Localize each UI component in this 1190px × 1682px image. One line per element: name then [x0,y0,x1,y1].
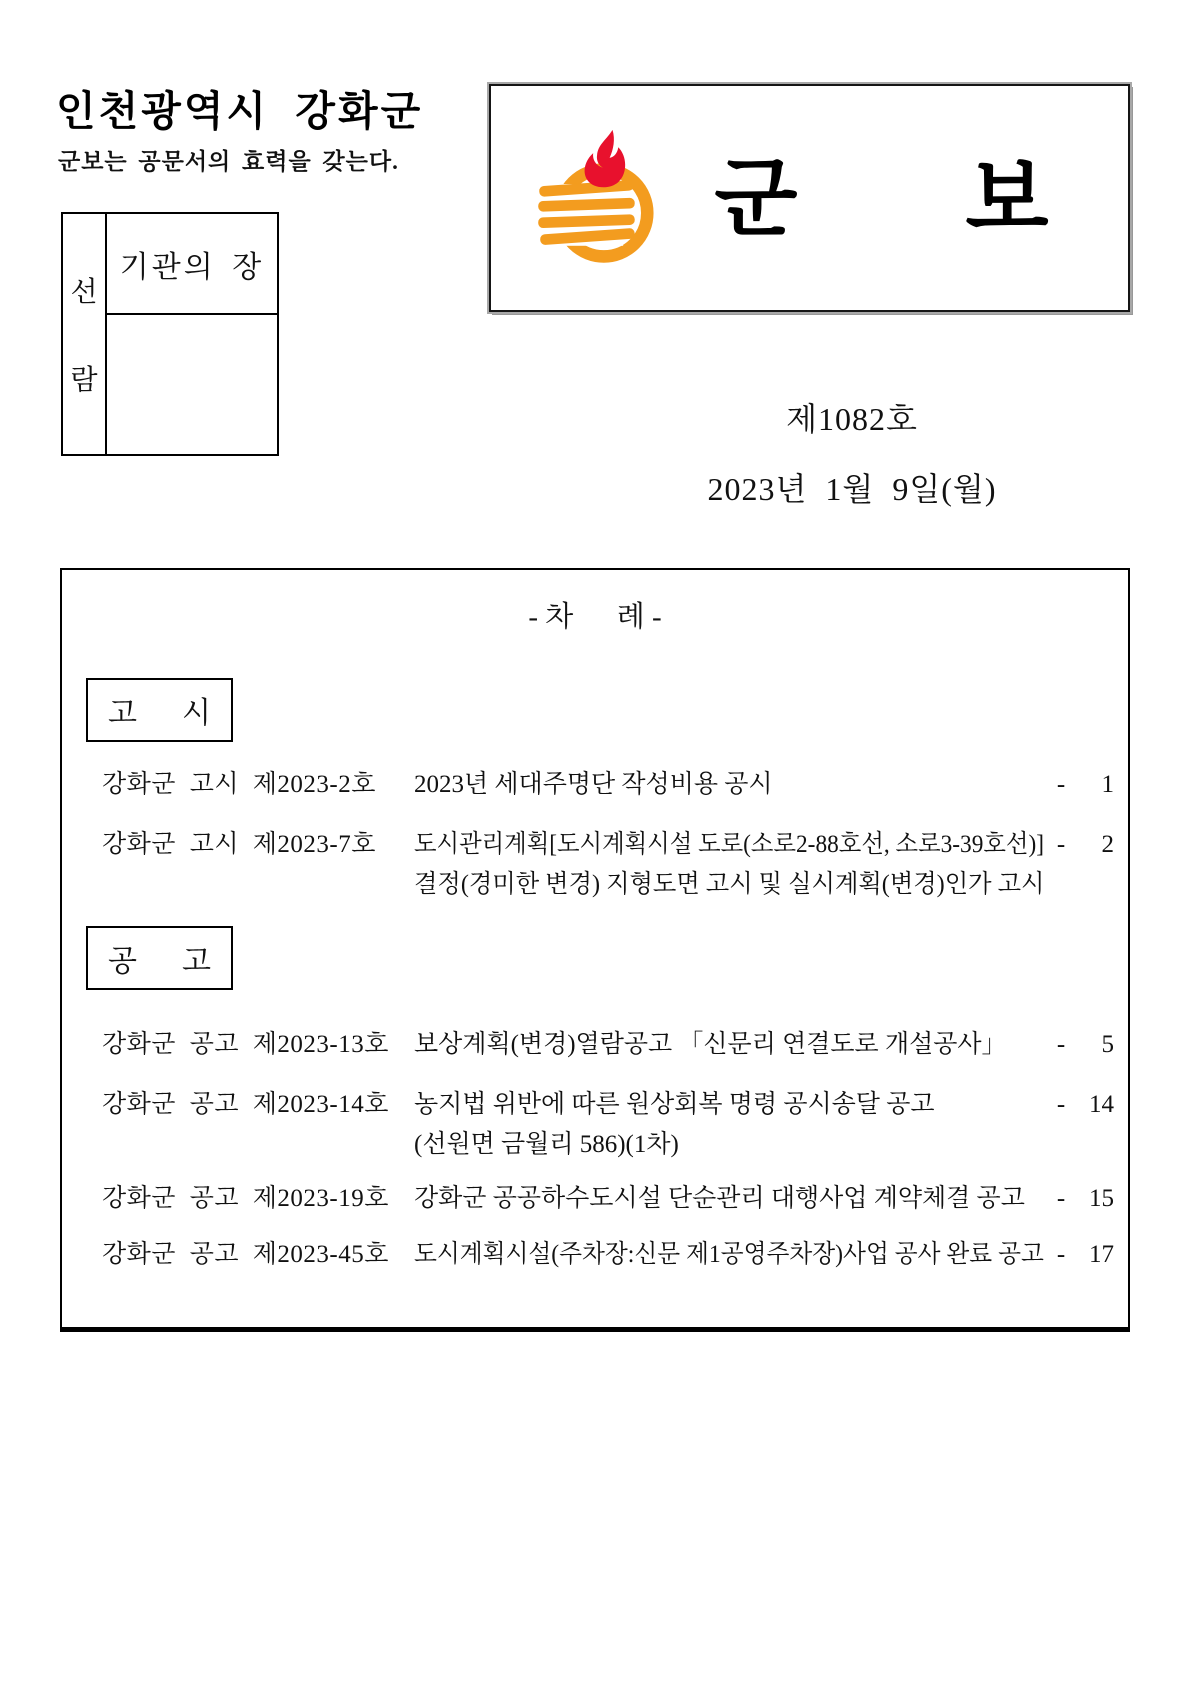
entry-title: 보상계획(변경)열람공고 「신문리 연결도로 개설공사」 [414,1031,1007,1058]
entry-title-wrap [414,1088,1044,1162]
entry-page-number: 15 [1089,1185,1114,1212]
county-emblem-icon [535,128,663,268]
toc-entry [102,1088,1114,1162]
entry-page-number: 2 [1101,831,1114,858]
entry-title: 도시계획시설(주차장:신문 제1공영주차장)사업 공사 완료 공고 [414,1241,1044,1268]
approval-stamp-table [61,212,279,456]
section-label-gosi-text: 고 시 [108,697,211,730]
entry-title-wrap [414,1028,1044,1062]
gazette-title [663,151,1128,247]
entry-title-wrap [414,1238,1044,1272]
gazette-tagline: 군보는 공문서의 효력을 갖는다. [58,149,399,174]
entry-notice-number: 강화군 공고 제2023-14호 [102,1091,389,1118]
entry-page-number: 1 [1101,771,1114,798]
entry-page-number: 14 [1089,1091,1114,1118]
entry-dash: - [1056,1241,1066,1268]
approval-main-column [107,214,277,454]
entry-title-continuation: 결정(경미한 변경) 지형도면 고시 및 실시계획(변경)인가 고시 [414,871,1045,898]
approval-side-column [63,214,107,454]
approval-head-cell: 기관의 장 [107,214,277,315]
entry-notice-number: 강화군 공고 제2023-19호 [102,1185,389,1212]
toc-entry [102,828,1114,902]
entry-dash: - [1056,771,1066,798]
entry-page-number: 5 [1101,1031,1114,1058]
approval-signature-cell [107,315,277,454]
entry-page-number: 17 [1089,1241,1114,1268]
entry-dash: - [1056,1031,1066,1058]
entry-dash: - [1056,831,1066,858]
issue-number: 제1082호 [786,401,918,437]
gazette-title-char-2: 보 [965,151,1049,247]
approval-side-char-top: 선 [70,277,98,308]
entry-title: 도시관리계획[도시계획시설 도로(소로2-88호선, 소로3-39호선)] [414,831,1045,858]
toc-entry [102,1028,1114,1062]
toc-entry [102,1238,1114,1272]
table-of-contents-box [60,568,1130,1332]
entry-title-continuation: (선원면 금월리 586)(1차) [414,1131,679,1158]
gosi-entry-list [62,768,1128,902]
gazette-title-char-1: 군 [714,151,798,247]
toc-entry [102,768,1114,802]
toc-heading: - 차 례 - [528,601,662,633]
section-label-gonggo-text: 공 고 [108,945,211,978]
section-label-gosi [86,678,233,742]
entry-title-wrap [414,828,1044,902]
entry-title: 농지법 위반에 따른 원상회복 명령 공시송달 공고 [414,1091,935,1118]
gazette-banner [489,84,1130,312]
entry-notice-number: 강화군 고시 제2023-7호 [102,831,376,858]
entry-title-wrap [414,768,1044,802]
entry-title: 강화군 공공하수도시설 단순관리 대행사업 계약체결 공고 [414,1185,1025,1212]
entry-title: 2023년 세대주명단 작성비용 공시 [414,771,773,798]
region-title: 인천광역시 강화군 [56,88,424,134]
entry-dash: - [1056,1185,1066,1212]
issue-date: 2023년 1월 9일(월) [707,471,997,507]
entry-notice-number: 강화군 고시 제2023-2호 [102,771,376,798]
gonggo-entry-list [62,1028,1128,1272]
entry-notice-number: 강화군 공고 제2023-45호 [102,1241,389,1268]
section-label-gonggo [86,926,233,990]
approval-side-char-bottom: 람 [70,365,98,396]
toc-entry [102,1182,1114,1216]
entry-title-wrap [414,1182,1044,1216]
entry-notice-number: 강화군 공고 제2023-13호 [102,1031,389,1058]
entry-dash: - [1056,1091,1066,1118]
